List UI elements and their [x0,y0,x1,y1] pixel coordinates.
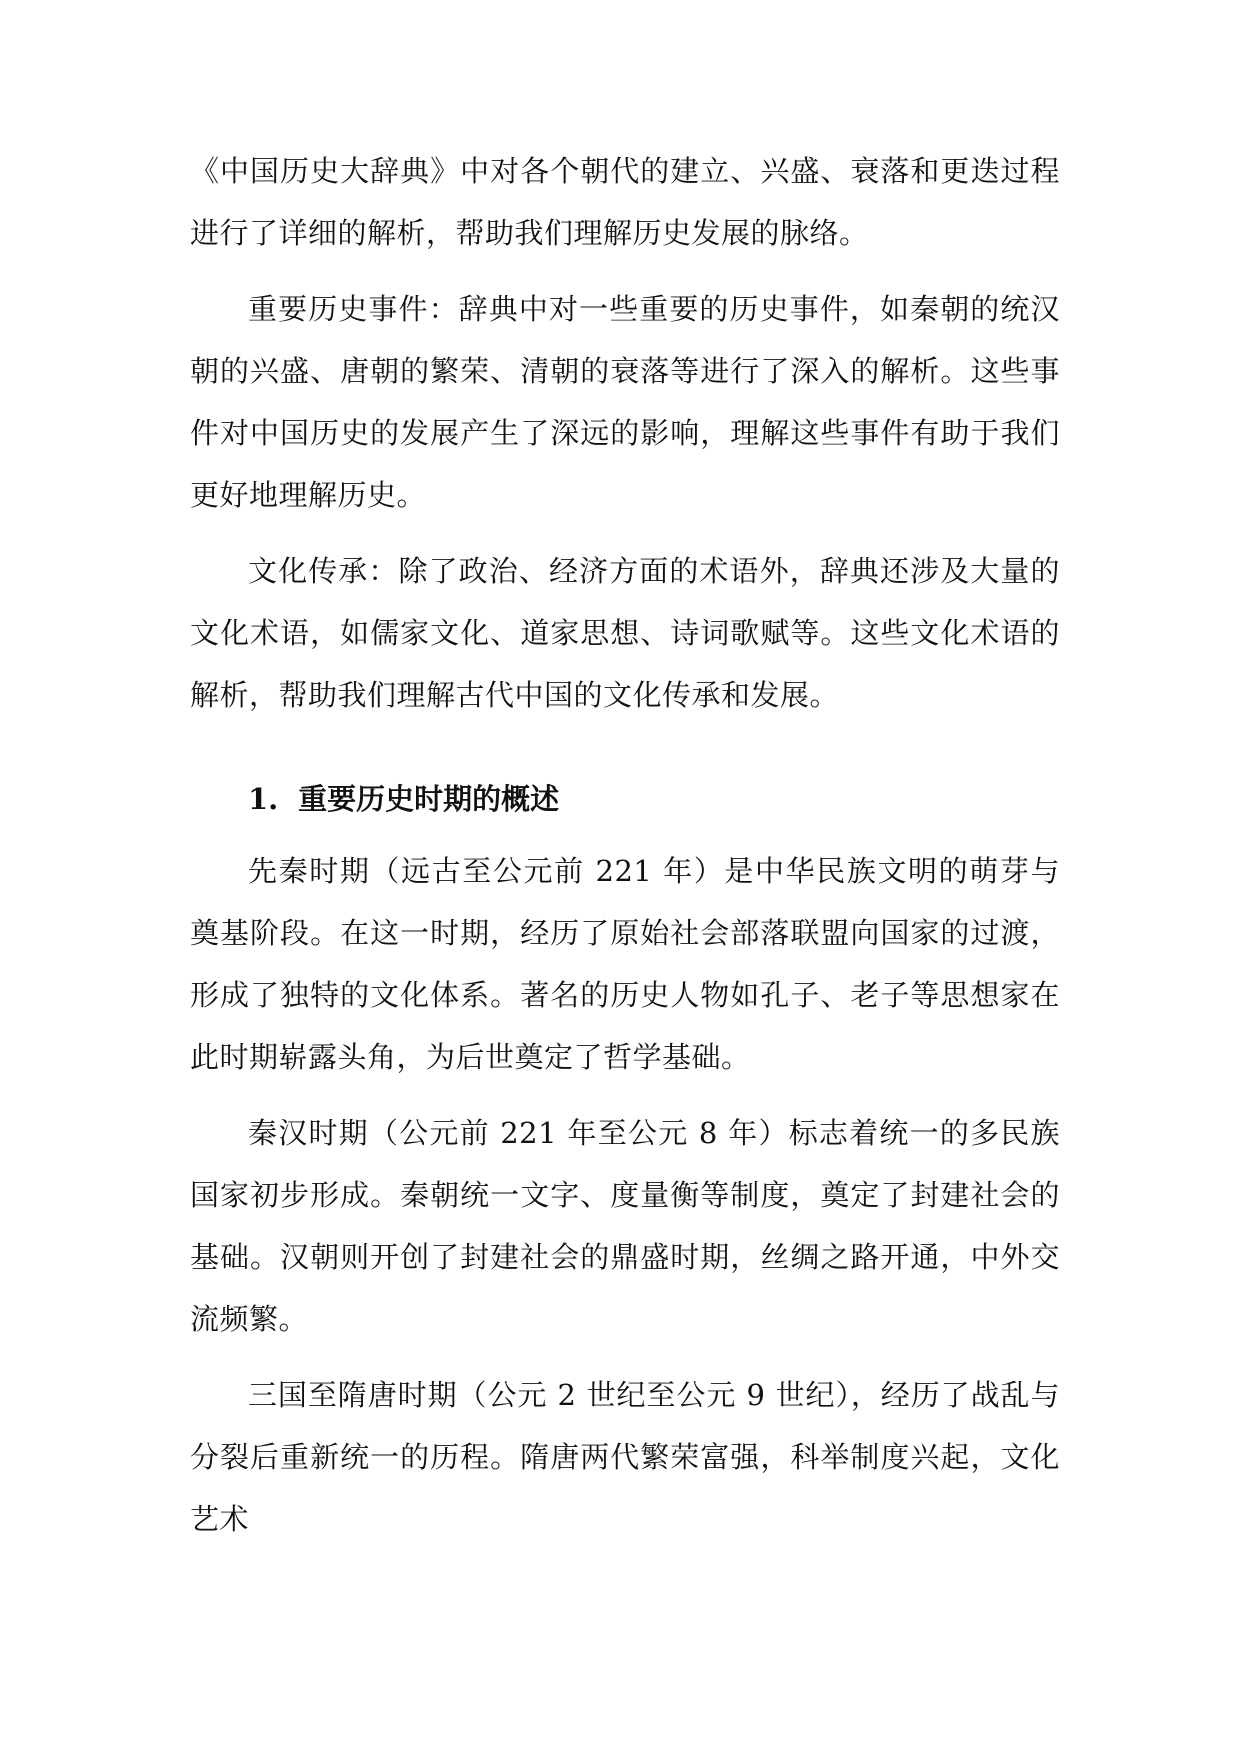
paragraph-three-kingdoms-sui-tang: 三国至隋唐时期（公元 2 世纪至公元 9 世纪），经历了战乱与分裂后重新统一的历程。隋唐两代繁荣富强，科举制度兴起，文化艺术 [190,1378,1060,1536]
document-body [190,140,1060,1550]
section-title: 重要历史时期的概述 [298,782,560,816]
section-number: 1. [248,782,279,816]
paragraph-historical-events: 重要历史事件：辞典中对一些重要的历史事件，如秦朝的统汉朝的兴盛、唐朝的繁荣、清朝的衰落等进行了深入的解析。这些事件对中国历史的发展产生了深远的影响，理解这些事件有助于我们更好地理解历史。 [190,292,1060,512]
paragraph-cultural-heritage: 文化传承：除了政治、经济方面的术语外，辞典还涉及大量的文化术语，如儒家文化、道家思想、诗词歌赋等。这些文化术语的解析，帮助我们理解古代中国的文化传承和发展。 [190,554,1060,712]
paragraph-qin-han: 秦汉时期（公元前 221 年至公元 8 年）标志着统一的多民族国家初步形成。秦朝统一文字、度量衡等制度，奠定了封建社会的基础。汉朝则开创了封建社会的鼎盛时期，丝绸之路开通，中外交流频繁。 [190,1116,1060,1336]
paragraph-pre-qin: 先秦时期（远古至公元前 221 年）是中华民族文明的萌芽与奠基阶段。在这一时期，经历了原始社会部落联盟向国家的过渡，形成了独特的文化体系。著名的历史人物如孔子、老子等思想家在此时期崭露头角，为后世奠定了哲学基础。 [190,854,1060,1074]
section-heading [190,768,1060,830]
paragraph-dynasty-analysis: 《中国历史大辞典》中对各个朝代的建立、兴盛、衰落和更迭过程进行了详细的解析，帮助我们理解历史发展的脉络。 [190,154,1060,250]
